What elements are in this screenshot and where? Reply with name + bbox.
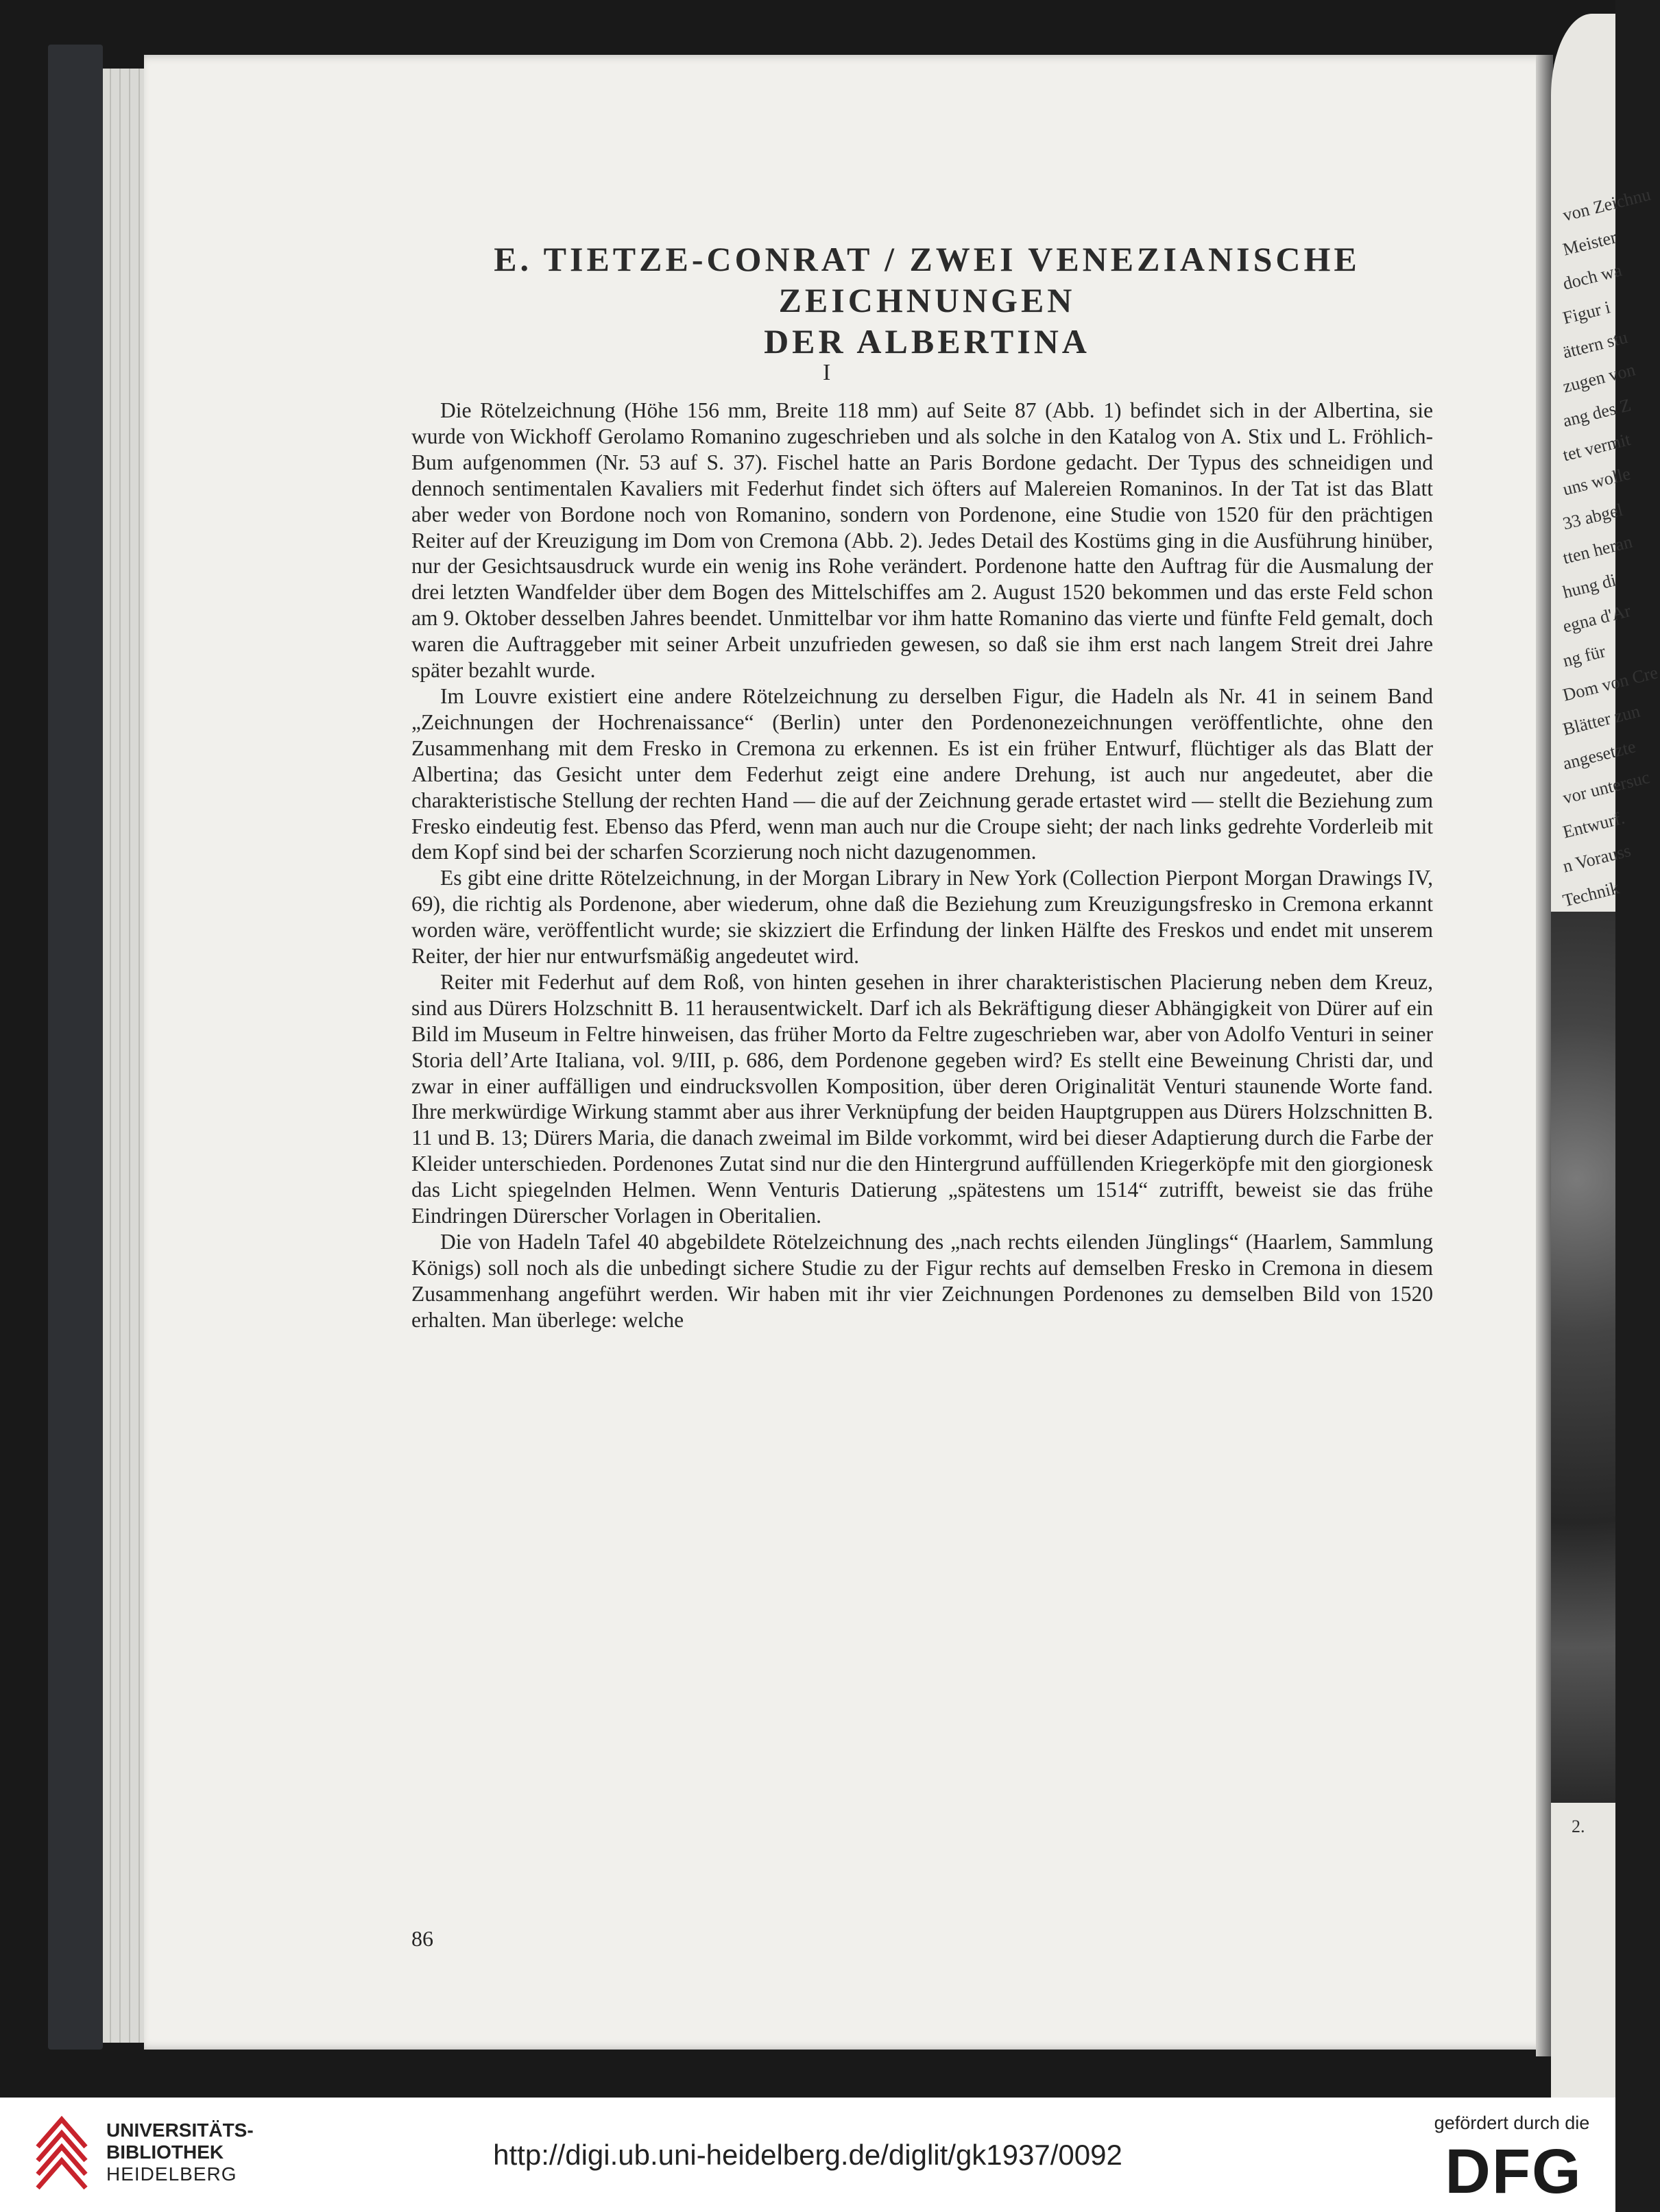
page-number: 86	[411, 1926, 433, 1951]
adjacent-fragment: angesetzte	[1561, 736, 1638, 774]
section-numeral: I	[823, 360, 831, 385]
adjacent-fragment: Figur i	[1561, 297, 1613, 328]
permalink-url[interactable]: http://digi.ub.uni-heidelberg.de/diglit/gk1937/0092	[493, 2139, 1122, 2171]
library-city: HEIDELBERG	[106, 2163, 237, 2185]
adjacent-page	[1551, 14, 1660, 2098]
adjacent-fragment: ng für	[1561, 641, 1608, 671]
adjacent-fragment: egna d'Ar	[1561, 600, 1633, 637]
book-cover-edge	[48, 45, 103, 2050]
adjacent-page-illustration	[1551, 912, 1615, 1803]
article-title-line-1: E. TIETZE-CONRAT / ZWEI VENEZIANISCHE ZEICHNUNGEN	[494, 240, 1360, 319]
adjacent-fragment: von Zeichnu	[1561, 184, 1653, 226]
adjacent-fragment: tet vermit	[1561, 429, 1633, 465]
adjacent-fragment: vor untersuc	[1561, 767, 1652, 808]
adjacent-fragment: tten heran	[1561, 531, 1635, 568]
paragraph: Die von Hadeln Tafel 40 abgebildete Rötelzeichnung des „nach rechts eilenden Jünglings“ (Haarlem, Sammlung Königs) soll noch als die unbedingt sichere Studie zu der Figur rechts auf demselben Fresko in Cremona in diesem Zusammenhang angeführt werden. Wir haben mit ihr vier Zeichnungen Pordenones zu demselben Bild von 1520 erhalten. Man überlege: welche	[411, 1230, 1433, 1332]
adjacent-fragment: ättern stu	[1561, 327, 1630, 363]
adjacent-fragment: Blätter zun	[1561, 701, 1642, 740]
adjacent-fragment: Dom von Cre	[1561, 662, 1660, 705]
library-name-line-2: BIBLIOTHEK	[106, 2141, 224, 2163]
article-title-line-2: DER ALBERTINA	[764, 322, 1090, 361]
paragraph: Im Louvre existiert eine andere Rötelzeichnung zu derselben Figur, die Hadeln als Nr. 41 in seinem Band „Zeichnungen der Hochrenaissance“ (Berlin) unter den Pordenonezeichnungen veröffentlichte, ohne den Zusammenhang mit dem Fresko in Cremona zu erkennen. Es ist ein früher Entwurf, flüchtiger als das Blatt der Albertina; das Gesicht unter dem Federhut zeigt eine andere Drehung, ist auch nur angedeutet, aber die charakteristische Stellung der rechten Hand — die auf der Zeichnung gerade ertastet wird — stellt die Beziehung zum Fresko eindeutig fest. Ebenso das Pferd, wenn man auch nur die Croupe sieht; der nach links gedrehte Vorderleib mit dem Kopf sind bei der scharfen Scorzierung noch nicht dazugenommen.	[411, 683, 1433, 864]
article-body	[411, 398, 1433, 1333]
adjacent-fragment: zugen von	[1561, 359, 1637, 397]
footer-bar	[0, 2098, 1615, 2212]
adjacent-fragment: Meister	[1561, 227, 1619, 260]
adjacent-fragment: Entwurf.	[1561, 807, 1627, 842]
paragraph: Es gibt eine dritte Rötelzeichnung, in der Morgan Library in New York (Collection Pierpont Morgan Drawings IV, 69), die richtig als Pordenone, aber wiederum, ohne daß die Beziehung zum Kreuzigungsfresko in Cremona erkannt worden wäre, veröffentlicht wurde; sie skizziert die Erfindung der linken Hälfte des Freskos und endet mit unserem Reiter, der hier nur entwurfsmäßig angedeutet wird.	[411, 866, 1433, 969]
adjacent-page-number: 2.	[1572, 1816, 1585, 1836]
adjacent-fragment: ang des Z	[1561, 394, 1633, 431]
adjacent-fragment: 33 abgel	[1561, 499, 1625, 534]
adjacent-fragment: hung di	[1561, 570, 1618, 603]
article-title	[420, 239, 1434, 362]
funded-by-label: gefördert durch die	[1434, 2113, 1590, 2133]
dfg-logo[interactable]: DFG	[1445, 2137, 1583, 2207]
adjacent-fragment: doch wa	[1561, 260, 1624, 294]
library-name-line-1: UNIVERSITÄTS-	[106, 2119, 254, 2141]
adjacent-fragment: Technik	[1561, 877, 1622, 911]
paragraph: Die Rötelzeichnung (Höhe 156 mm, Breite 118 mm) auf Seite 87 (Abb. 1) befindet sich in der Albertina, sie wurde von Wickhoff Gerolamo Romanino zugeschrieben und als solche in den Katalog von A. Stix und L. Fröhlich-Bum aufgenommen (Nr. 53 auf S. 37). Fischel hatte an Paris Bordone gedacht. Der Typus des schneidigen und dennoch sentimentalen Kavaliers mit Federhut findet sich öfters auf Malereien Romaninos. In der Tat ist das Blatt aber weder von Bordone noch von Romanino, sondern von Pordenone, eine Studie von 1520 für den prächtigen Reiter auf der Kreuzigung im Dom von Cremona (Abb. 2). Jedes Detail des Kostüms ging in die Ausführung hinüber, nur der Gesichtsausdruck wurde ein wenig ins Rohe verändert. Pordenone hatte den Auftrag für die Ausmalung der drei letzten Wandfelder über dem Bogen des Mittelschiffes am 2. August 1520 bekommen und das erste Feld schon am 9. Oktober desselben Jahres beendet. Unmittelbar vor ihm hatte Romanino das vierte und fünfte Feld gemalt, doch waren die Auftraggeber mit seiner Arbeit unzufrieden gewesen, so daß sie ihm erst nach langem Streit drei Jahre später bezahlt wurde.	[411, 398, 1433, 683]
paragraph: Reiter mit Federhut auf dem Roß, von hinten gesehen in ihrer charakteristischen Placierung neben dem Kreuz, sind aus Dürers Holzschnitt B. 11 herausentwickelt. Darf ich als Bekräftigung dieser Abhängigkeit von Dürer auf ein Bild im Museum in Feltre hinweisen, das früher Morto da Feltre zugeschrieben war, aber von Adolfo Venturi in seiner Storia dell’Arte Italiana, vol. 9/III, p. 686, dem Pordenone gegeben wird? Es stellt eine Beweinung Christi dar, und zwar in einer auffälligen und eindrucksvollen Komposition, über deren Originalität Venturi staunende Worte fand. Ihre merkwürdige Wirkung stammt aber aus ihrer Verknüpfung der beiden Hauptgruppen aus Dürers Holzschnitten B. 11 und B. 13; Dürers Maria, die danach zweimal im Bilde vorkommt, wird bei dieser Adaptierung durch die Farbe der Kleider unterschieden. Pordenones Zutat sind nur die den Hintergrund auffüllenden Kriegerköpfe mit den giorgionesk das Licht spiegelnden Helmen. Wenn Venturis Datierung „spätestens um 1514“ zutrifft, beweist sie das frühe Eindringen Dürerscher Vorlagen in Oberitalien.	[411, 969, 1433, 1228]
adjacent-fragment: n Vorauss	[1561, 840, 1633, 877]
adjacent-fragment: uns wolle	[1561, 463, 1633, 500]
